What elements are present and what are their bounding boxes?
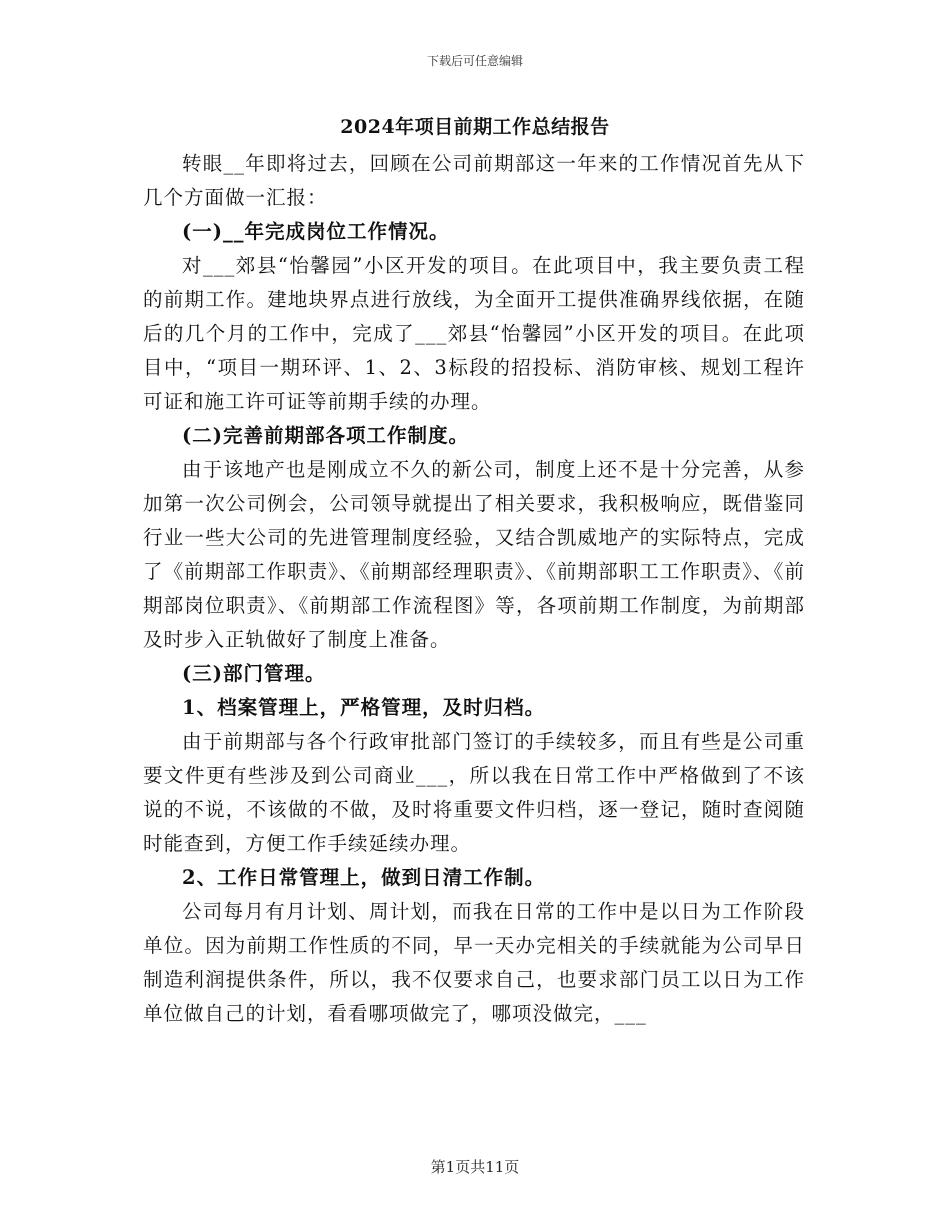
- section-heading-2: (二)完善前期部各项工作制度。: [182, 424, 469, 447]
- section-heading-1: (一)__年完成岗位工作情况。: [182, 220, 450, 243]
- body-paragraph: 由于该地产也是刚成立不久的新公司，制度上还不是十分完善，从参加第一次公司例会，公司领导就提出了相关要求，我积极响应，既借鉴同行业一些大公司的先进管理制度经验，又结合凯威地产的实际特点，完成了《前期部工作职责》、《前期部经理职责》、《前期部职工工作职责》、《前期部岗位职责》、《前期部工作流程图》等，各项前期工作制度，为前期部及时步入正轨做好了制度上准备。: [143, 458, 805, 651]
- subsection-heading-2: 2、工作日常管理上，做到日清工作制。: [182, 866, 546, 889]
- body-paragraph: 由于前期部与各个行政审批部门签订的手续较多，而且有些是公司重要文件更有些涉及到公司商业___，所以我在日常工作中严格做到了不该说的不说，不该做的不做，及时将重要文件归档，逐一登记，随时查阅随时能查到，方便工作手续延续办理。: [143, 730, 805, 855]
- document-body: [143, 147, 805, 1031]
- body-paragraph: 对___郊县“怡馨园”小区开发的项目。在此项目中，我主要负责工程的前期工作。建地块界点进行放线，为全面开工提供准确界线依据，在随后的几个月的工作中，完成了___郊县“怡馨园”小区开发的项目。在此项目中，“项目一期环评、1、2、3标段的招投标、消防审核、规划工程许可证和施工许可证等前期手续的办理。: [143, 254, 805, 413]
- header-note: 下载后可任意编辑: [426, 54, 523, 68]
- document-title: 2024年项目前期工作总结报告: [340, 116, 610, 138]
- subsection-heading-1: 1、档案管理上，严格管理，及时归档。: [182, 696, 546, 719]
- intro-paragraph: 转眼__年即将过去，回顾在公司前期部这一年来的工作情况首先从下几个方面做一汇报：: [143, 152, 805, 209]
- section-heading-3: (三)部门管理。: [182, 662, 326, 685]
- body-paragraph: 公司每月有月计划、周计划，而我在日常的工作中是以日为工作阶段单位。因为前期工作性质的不同，早一天办完相关的手续就能为公司早日制造利润提供条件，所以，我不仅要求自己，也要求部门员工以日为工作单位做自己的计划，看看哪项做完了，哪项没做完，___: [143, 900, 805, 1025]
- page-footer: 第1页共11页: [430, 1158, 520, 1176]
